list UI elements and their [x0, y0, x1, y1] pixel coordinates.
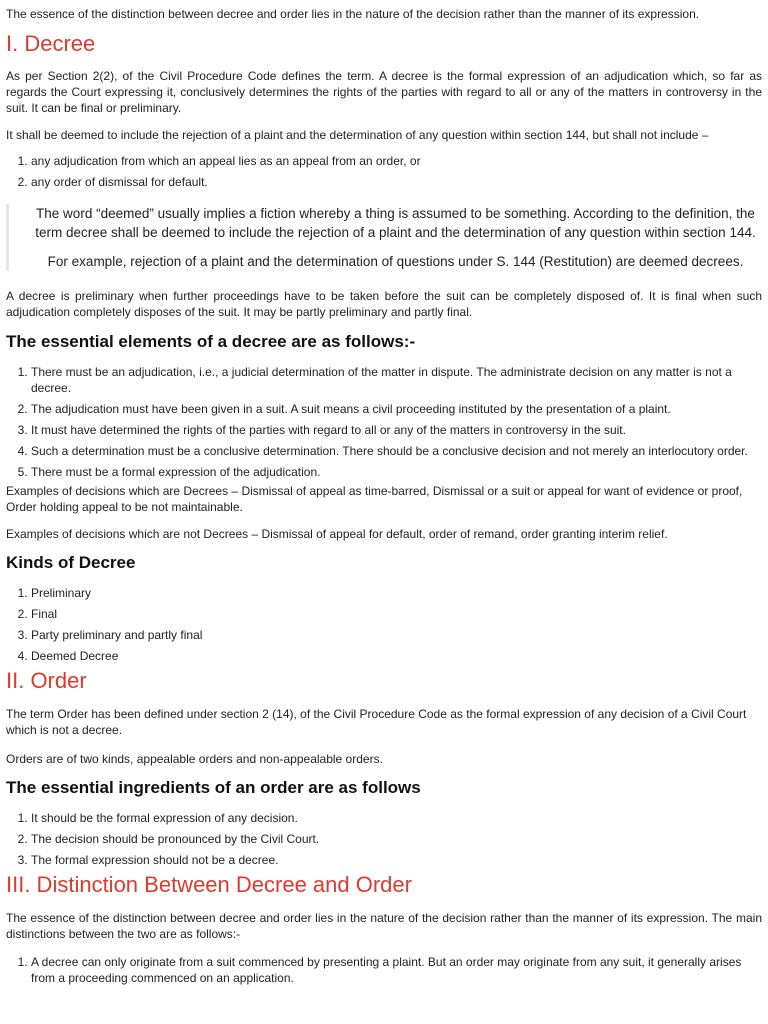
distinction-intro-paragraph: The essence of the distinction between decree and order lies in the nature of the decision rather than the manner of its expression. The main distinctions between the two are as follows:- [6, 911, 762, 941]
decree-exclusions-list [6, 153, 762, 190]
list-item: 5. There must be a formal expression of the adjudication. [31, 464, 762, 480]
list-item: 2. The decision should be pronounced by the Civil Court. [31, 831, 762, 847]
order-ingredients-list [6, 810, 762, 868]
list-item: 3. Party preliminary and partly final [31, 627, 762, 643]
distinction-list [6, 954, 762, 986]
list-item: 4. Such a determination must be a conclusive determination. There should be a conclusive decision and not merely an interlocutory order. [31, 443, 762, 459]
deemed-blockquote [6, 204, 762, 271]
preliminary-final-paragraph: A decree is preliminary when further proceedings have to be taken before the suit can be completely disposed of. It is final when such adjudication completely disposes of the suit. It may be partly preliminary and partly final. [6, 289, 762, 319]
decree-definition-paragraph: As per Section 2(2), of the Civil Procedure Code defines the term. A decree is the formal expression of an adjudication which, so far as regards the Court expressing it, conclusively determines the rights of the parties with regard to all or any of the matters in controversy in the suit. It can be final or preliminary. [6, 69, 762, 115]
order-kinds-paragraph: Orders are of two kinds, appealable orders and non-appealable orders. [6, 752, 383, 766]
distinction-heading: III. Distinction Between Decree and Order [6, 872, 412, 897]
decree-inclusion-paragraph: It shall be deemed to include the rejection of a plaint and the determination of any question within section 144, but shall not include – [6, 128, 709, 142]
intro-paragraph: The essence of the distinction between decree and order lies in the nature of the decision rather than the manner of its expression. [6, 7, 700, 21]
decree-kinds-list [6, 585, 762, 664]
list-item: 1. Preliminary [31, 585, 762, 601]
elements-heading: The essential elements of a decree are as follows:- [6, 332, 416, 351]
list-item: 1. any adjudication from which an appeal lies as an appeal from an order, or [31, 153, 762, 169]
list-item: 2. The adjudication must have been given in a suit. A suit means a civil proceeding instituted by the presentation of a plaint. [31, 401, 762, 417]
order-definition-paragraph: The term Order has been defined under section 2 (14), of the Civil Procedure Code as the formal expression of any decision of a Civil Court which is not a decree. [6, 707, 747, 737]
kinds-heading: Kinds of Decree [6, 553, 136, 572]
list-item: 2. Final [31, 606, 762, 622]
list-item: 3. The formal expression should not be a decree. [31, 852, 762, 868]
non-decree-examples-paragraph: Examples of decisions which are not Decrees – Dismissal of appeal for default, order of remand, order granting interim relief. [6, 527, 668, 541]
list-item: 1. A decree can only originate from a suit commenced by presenting a plaint. But an order may originate from any suit, it generally arises from a proceeding commenced on an application. [31, 954, 762, 986]
blockquote-paragraph: The word “deemed” usually implies a fiction whereby a thing is assumed to be something. According to the definition, the term decree shall be deemed to include the rejection of a plaint and the determination of any question within section 144. [35, 206, 756, 240]
list-item: 2. any order of dismissal for default. [31, 174, 762, 190]
decree-heading: I. Decree [6, 31, 96, 56]
ingredients-heading: The essential ingredients of an order are as follows [6, 778, 421, 797]
blockquote-paragraph: For example, rejection of a plaint and the determination of questions under S. 144 (Restitution) are deemed decrees. [47, 254, 744, 269]
order-heading: II. Order [6, 668, 87, 693]
decree-examples-paragraph: Examples of decisions which are Decrees – Dismissal of appeal as time-barred, Dismissal or a suit or appeal for want of evidence or proof, Order holding appeal to be not maintainable. [6, 484, 743, 514]
decree-elements-list [6, 364, 762, 480]
list-item: 1. It should be the formal expression of any decision. [31, 810, 762, 826]
list-item: 1. There must be an adjudication, i.e., a judicial determination of the matter in dispute. The administrate decision on any matter is not a decree. [31, 364, 762, 396]
list-item: 4. Deemed Decree [31, 648, 762, 664]
list-item: 3. It must have determined the rights of the parties with regard to all or any of the matters in controversy in the suit. [31, 422, 762, 438]
